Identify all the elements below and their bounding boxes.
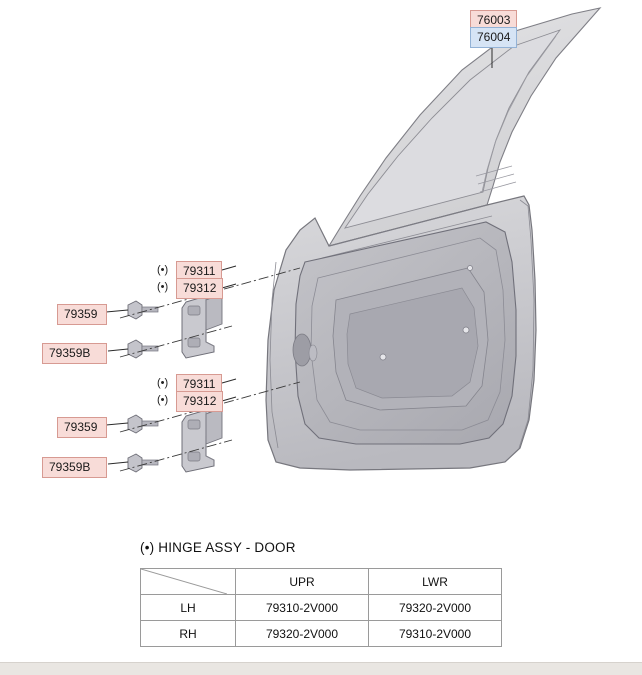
cell-rh-upr: 79320-2V000 (236, 621, 369, 647)
bolt-79359B-lower (128, 454, 158, 472)
callout-76003[interactable]: 76003 (470, 10, 517, 31)
cell-lh-upr: 79310-2V000 (236, 595, 369, 621)
callout-79359-lower[interactable]: 79359 (57, 417, 107, 438)
row-label-lh: LH (141, 595, 236, 621)
upper-hinge-bracket (182, 294, 222, 358)
callout-79311-lower[interactable]: 79311 (176, 374, 222, 395)
callout-79311-upper[interactable]: 79311 (176, 261, 222, 282)
window-glass-area (345, 30, 560, 228)
callout-79359B-upper[interactable]: 79359B (42, 343, 107, 364)
callout-79312-upper[interactable]: 79312 (176, 278, 223, 299)
bullet-icon-lower-2: (•) (157, 394, 169, 406)
diagonal-divider-icon (141, 569, 227, 594)
cell-rh-lwr: 79310-2V000 (369, 621, 502, 647)
callout-76004[interactable]: 76004 (470, 27, 517, 48)
locator-hole-2 (463, 327, 469, 333)
hinge-part-number-table (140, 568, 502, 647)
locator-hole-1 (380, 354, 386, 360)
table-row (141, 595, 502, 621)
table-corner-cell (141, 569, 236, 595)
footer-strip (0, 662, 642, 675)
bullet-icon-upper-2: (•) (157, 281, 169, 293)
locator-hole-3 (468, 266, 473, 271)
callout-79312-lower[interactable]: 79312 (176, 391, 223, 412)
table-header-upr: UPR (236, 569, 369, 595)
service-hole-front (293, 334, 311, 366)
callout-79359-upper[interactable]: 79359 (57, 304, 107, 325)
cell-lh-lwr: 79320-2V000 (369, 595, 502, 621)
row-label-rh: RH (141, 621, 236, 647)
bullet-icon-upper-1: (•) (157, 264, 169, 276)
service-hole-front-inner (309, 345, 317, 361)
bolt-79359-lower (128, 415, 158, 433)
table-row (141, 621, 502, 647)
lower-hinge-bracket (182, 408, 222, 472)
bolt-79359B-upper (128, 340, 158, 358)
table-header-row (141, 569, 502, 595)
bullet-icon-lower-1: (•) (157, 377, 169, 389)
hinge-assy-caption: (•) HINGE ASSY - DOOR (140, 540, 296, 555)
callout-79359B-lower[interactable]: 79359B (42, 457, 107, 478)
bolt-79359-upper (128, 301, 158, 319)
table-header-lwr: LWR (369, 569, 502, 595)
